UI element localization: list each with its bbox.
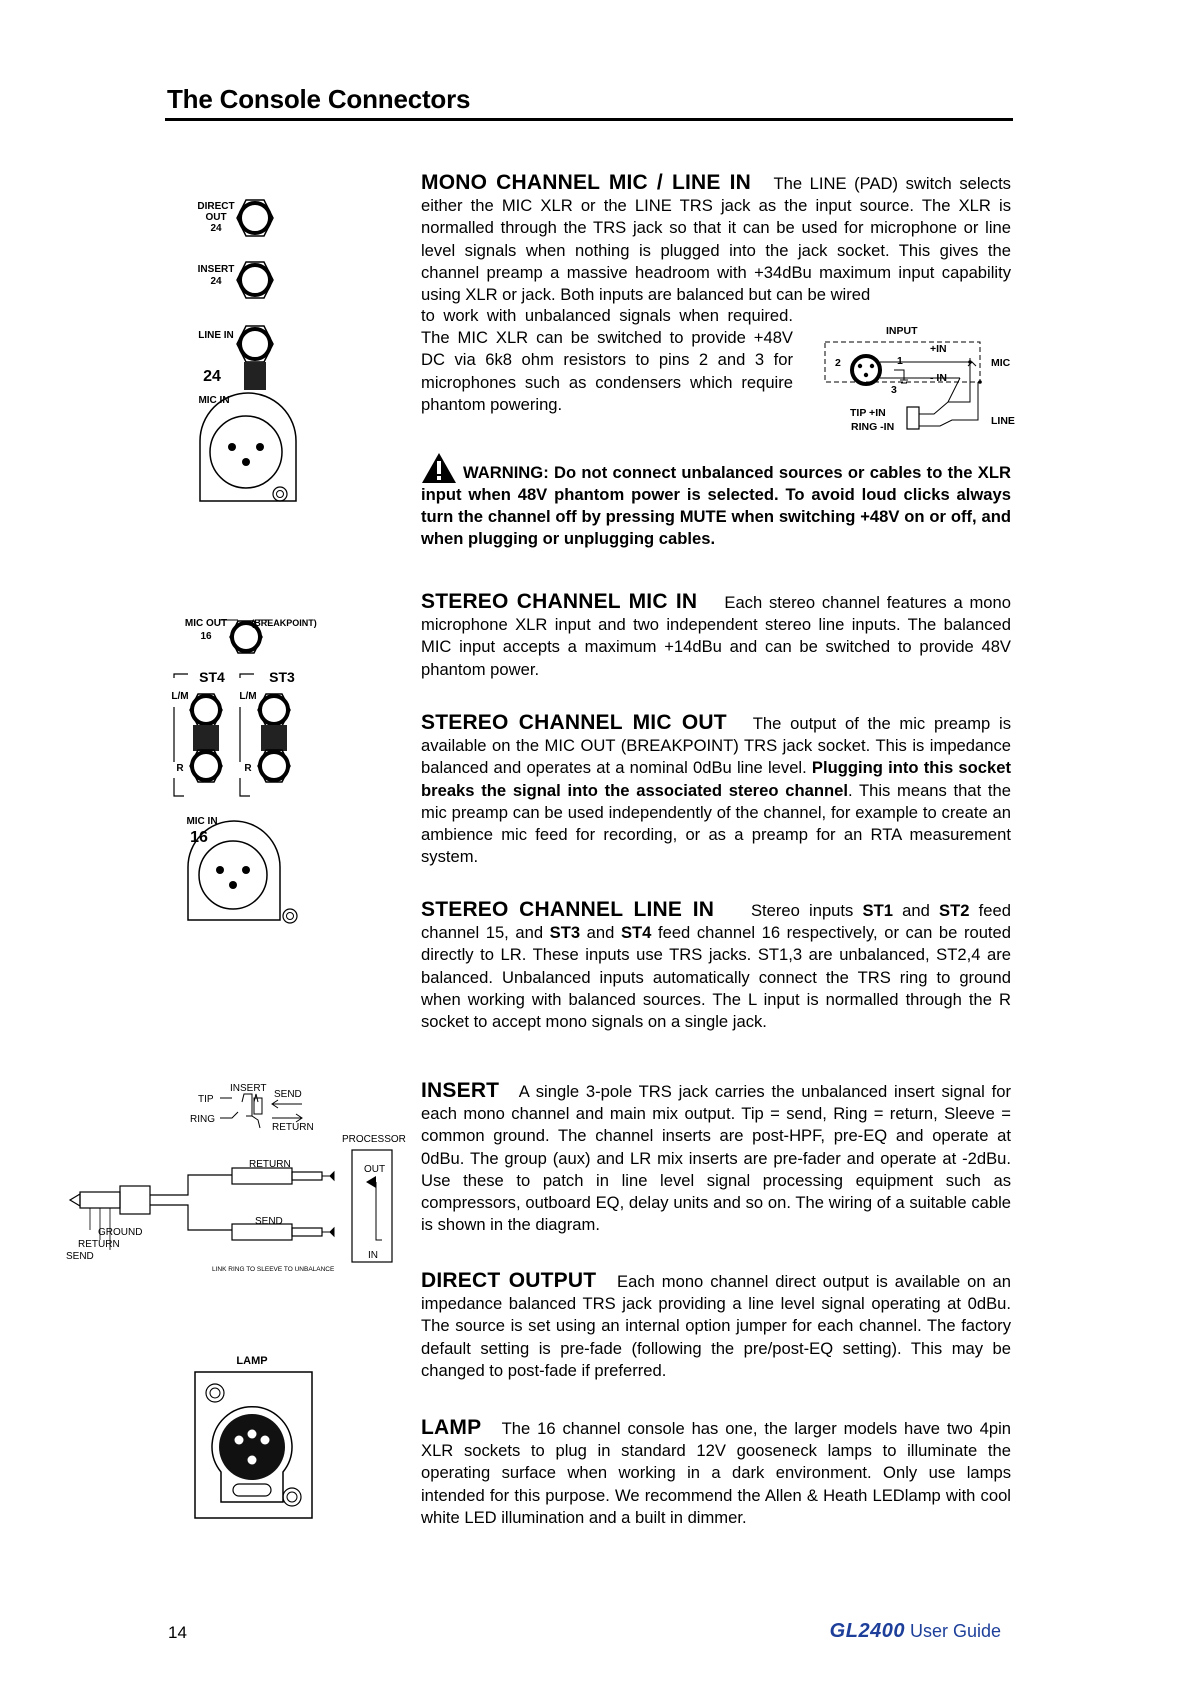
stereo-mic-out-heading: STEREO CHANNEL MIC OUT: [421, 711, 727, 734]
mono-channel-connectors-figure: [190, 196, 300, 511]
st3-r-jack-icon: [258, 750, 290, 782]
send-wire-label: SEND: [66, 1251, 94, 1262]
insert-jack-icon: [237, 262, 273, 298]
insert-send-label: SEND: [274, 1089, 302, 1100]
stereo-mic-out-section: [421, 712, 1011, 868]
pin3-label: 3: [891, 384, 897, 396]
insert-section: [421, 1080, 1011, 1236]
mic-line-wiring-diagram: [820, 322, 1015, 440]
st1-label: ST1: [862, 901, 893, 920]
st2-label: ST2: [939, 901, 970, 920]
insert-body: A single 3-pole TRS jack carries the unbalanced insert signal for each mono channel and main mix output. Tip = send, Ring = return, Sleeve = common ground. The channel inserts are post-HPF, pre-EQ and operate at 0dBu. The group (aux) and LR mix inserts are pre-fader and operate at -2dBu. Use these to patch in line level signal processing equipment such as compressors, outboard EQ, delay units and so on. The wiring of a suitable cable is shown in the diagram.: [421, 1082, 1011, 1235]
return-jack-plug-icon: [232, 1168, 334, 1184]
page-title: The Console Connectors: [167, 84, 471, 114]
ground-label: GROUND: [98, 1227, 143, 1238]
phantom-warning: [421, 452, 1011, 551]
lamp-heading: LAMP: [421, 1416, 482, 1439]
stereo-mic-out-body-bold: Plugging into this socket breaks the signal into the associated stereo channel: [421, 758, 1011, 800]
lamp-connector-figure: [193, 1352, 323, 1520]
st4-l-jack-icon: [190, 694, 222, 726]
mic-xlr-icon: [200, 393, 296, 501]
lamp-label: LAMP: [236, 1355, 268, 1367]
input-label: INPUT: [886, 325, 918, 337]
page-number: 14: [168, 1623, 187, 1642]
stereo-mic-in-number: 16: [190, 829, 208, 846]
direct-out-number: 24: [210, 223, 222, 234]
insert-ring-label: RING: [190, 1114, 215, 1125]
tip-label: TIP +IN: [850, 407, 886, 419]
return-cable-label: RETURN: [249, 1159, 291, 1170]
title-rule: [165, 118, 1013, 121]
pin1-label: 1: [897, 355, 903, 367]
stereo-line-in-section: [421, 899, 1011, 1033]
mic-in-label: MIC IN: [198, 395, 230, 406]
return-wire-label: RETURN: [78, 1239, 120, 1250]
stereo-mic-in-section: [421, 591, 1011, 681]
insert-label: INSERT: [197, 264, 235, 275]
line-in-label: LINE IN: [198, 330, 234, 341]
insert-number: 24: [210, 276, 222, 287]
stereo-line-in-t2: and: [892, 901, 940, 920]
lamp-section: [421, 1417, 1011, 1529]
insert-heading: INSERT: [421, 1079, 500, 1102]
line-in-jack-icon: [237, 326, 273, 390]
insert-wiring-diagram: [62, 1080, 412, 1280]
stereo-channel-connectors-figure: [154, 612, 329, 927]
link-note: LINK RING TO SLEEVE TO UNBALANCE: [212, 1266, 335, 1273]
stereo-line-in-t3: feed channel 15, and: [421, 901, 1011, 943]
brand-logo: GL2400: [829, 1620, 905, 1642]
mono-channel-section: [421, 172, 1011, 306]
st3-lm-label: L/M: [239, 691, 257, 702]
st3-label: ST3: [549, 923, 581, 943]
line-label: LINE: [991, 415, 1015, 427]
mic-label: MIC: [991, 357, 1011, 369]
stereo-mic-out-body-2: . This means that the mic preamp can be used independently of the channel, for example to create an ambience mic feed for recording, or as a preamp for an RTA measurement system.: [421, 780, 1011, 867]
st4-r-jack-icon: [190, 750, 222, 782]
stereo-mic-out-body-1: The output of the mic preamp is available on the MIC OUT (BREAKPOINT) TRS jack socket. This is impedance balanced and operates at a nominal 0dBu line level.: [421, 714, 1011, 778]
mic-out-label: MIC OUT: [184, 618, 228, 629]
stereo-line-in-t4: and: [580, 923, 621, 943]
mono-body-1: The LINE (PAD) switch selects either the MIC XLR or the LINE TRS jack as the input source. The XLR is normalled through the TRS jack so that it can be used for microphone or line level signals when nothing is plugged into the jack socket. This gives the channel preamp a massive headroom with +34dBu maximum input capability using XLR or jack. Both inputs are balanced but can be wired: [421, 174, 1011, 305]
st4-label: ST4: [199, 669, 225, 685]
mic-out-jack-icon: [230, 621, 262, 653]
direct-output-section: [421, 1270, 1011, 1382]
st4-label: ST4: [620, 923, 652, 943]
st4-lm-label: L/M: [171, 691, 189, 702]
insert-diagram-label: INSERT: [230, 1083, 267, 1094]
direct-out-jack-icon: [237, 200, 273, 236]
st3-label: ST3: [269, 669, 295, 685]
lamp-xlr-icon: [212, 1407, 292, 1502]
mic-out-number: 16: [200, 631, 212, 642]
processor-out-label: OUT: [364, 1164, 386, 1175]
stereo-mic-in-label: MIC IN: [186, 816, 218, 827]
mono-body-2: to work with unbalanced signals when required. The MIC XLR can be switched to provide +48V DC via 6k8 ohm resistors to pins 2 and 3 for microphones such as condensers which require phantom powering.: [421, 306, 793, 414]
insert-tip-label: TIP: [198, 1094, 214, 1105]
channel-number: 24: [203, 368, 221, 385]
processor-label: PROCESSOR: [342, 1134, 406, 1145]
direct-output-body: Each mono channel direct output is available on an impedance balanced TRS jack providing a line level signal operating at 0dBu. The source is set using an internal option jumper for each channel. The factory default setting is pre-fade (following the pre/post-EQ setting). This may be changed to post-fade if preferred.: [421, 1272, 1011, 1380]
stereo-line-in-t1: Stereo inputs: [750, 901, 863, 920]
direct-out-label: DIRECT: [197, 201, 235, 212]
lamp-body: The 16 channel console has one, the larger models have two 4pin XLR sockets to plug in standard 12V gooseneck lamps to illuminate the operating surface when working in a dark environment. Only use lamps intended for this purpose. We recommend the Allen & Heath LEDlamp with cool white LED illumination and a built in dimmer.: [421, 1419, 1011, 1527]
send-jack-plug-icon: [232, 1224, 334, 1240]
breakpoint-label: (BREAKPOINT): [251, 618, 317, 628]
warning-icon: [421, 452, 457, 484]
insert-return-label: RETURN: [272, 1122, 314, 1133]
stereo-mic-in-body: Each stereo channel features a mono microphone XLR input and two independent stereo line inputs. The balanced MIC input accepts a maximum +14dBu and can be switched to provide 48V phantom power.: [421, 593, 1011, 679]
st4-r-label: R: [176, 763, 184, 774]
ring-label: RING -IN: [851, 421, 895, 433]
mono-channel-section-2: [421, 305, 793, 416]
pin2-label: 2: [835, 357, 841, 369]
st3-r-label: R: [244, 763, 252, 774]
stereo-line-in-t5: feed channel 16 respectively, or can be routed directly to LR. These inputs use TRS jacks. ST1,3 are unbalanced, ST2,4 are balanced. Unbalanced inputs automatically connect the TRS ring to ground when working with balanced sources. The L input is normalled through the R socket to accept mono signals on a single jack.: [421, 923, 1011, 1032]
st3-l-jack-icon: [258, 694, 290, 726]
direct-output-heading: DIRECT OUTPUT: [421, 1269, 597, 1292]
send-cable-label: SEND: [255, 1216, 283, 1227]
direct-out-label-2: OUT: [205, 212, 227, 223]
stereo-line-in-heading: STEREO CHANNEL LINE IN: [421, 898, 715, 921]
minus-in-label: - IN: [930, 372, 947, 384]
brand-suffix: User Guide: [909, 1621, 1001, 1641]
warning-text: WARNING: Do not connect unbalanced sources or cables to the XLR input when 48V phantom power is selected. To avoid loud clicks always turn the channel off by pressing MUTE when switching +48V on or off, and when plugging or unplugging cables.: [421, 462, 1011, 549]
stereo-mic-in-heading: STEREO CHANNEL MIC IN: [421, 590, 698, 613]
footer-brand: [830, 1620, 1001, 1643]
mono-heading: MONO CHANNEL MIC / LINE IN: [421, 171, 752, 194]
plus-in-label: +IN: [930, 343, 947, 355]
processor-in-label: IN: [368, 1250, 378, 1261]
